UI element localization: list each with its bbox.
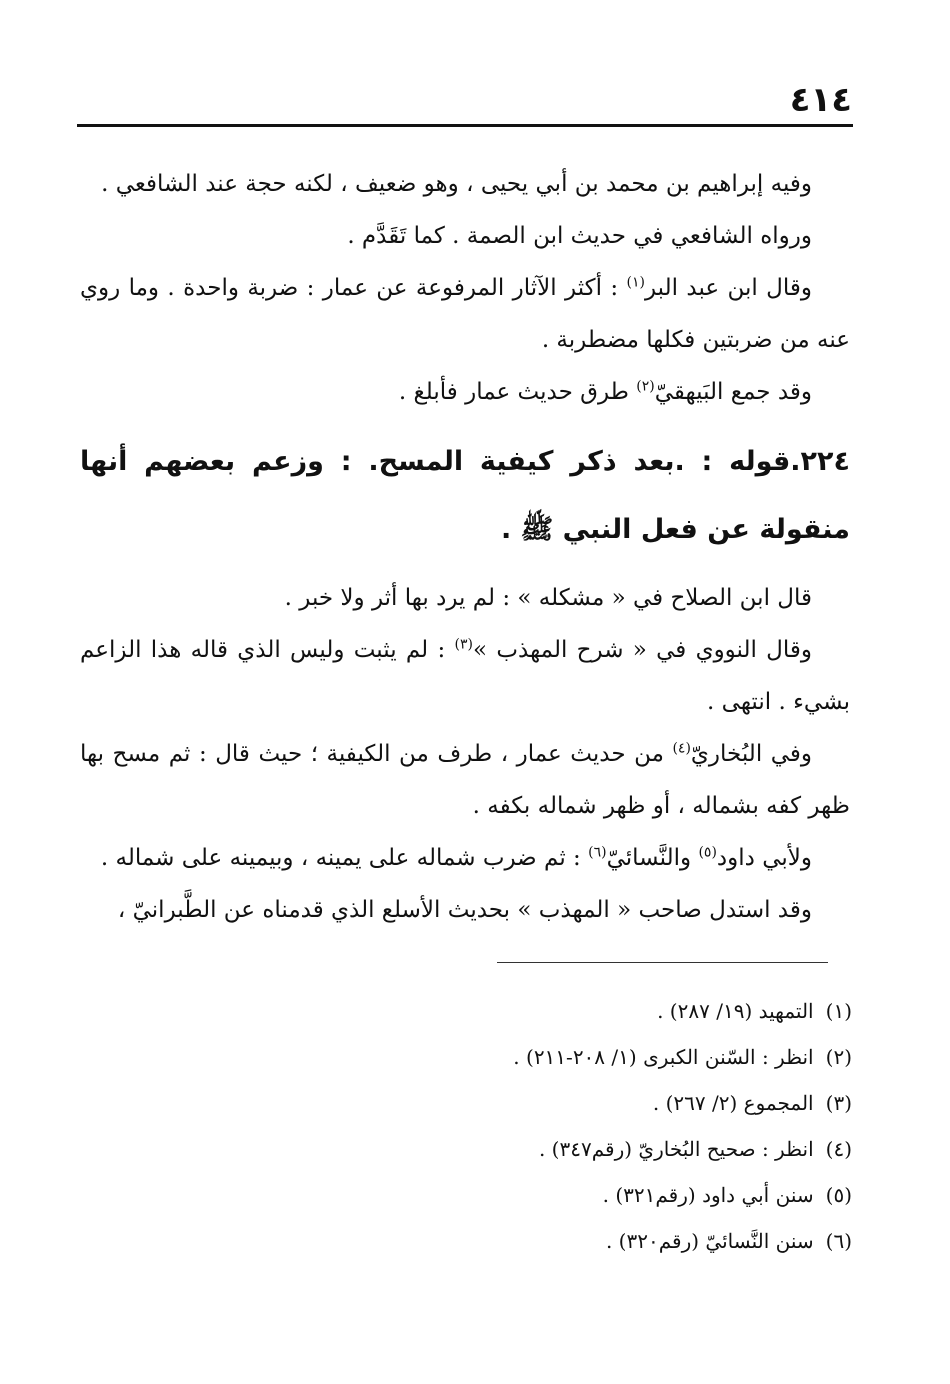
footnote-number: (٣)	[825, 1091, 852, 1115]
text: وقال ابن عبد البر	[644, 275, 812, 301]
footnote-text: انظر : صحيح البُخاريّ (رقم٣٤٧) .	[538, 1137, 814, 1161]
text: ورواه الشافعي في حديث ابن الصمة . كما تَقَدَّم .	[347, 223, 812, 249]
footnote	[300, 988, 852, 1034]
footnote-number: (٤)	[825, 1137, 852, 1161]
text: وقد استدل صاحب « المهذب » بحديث الأسلع الذي قدمناه عن الطَّبرانيّ ،	[117, 897, 812, 923]
main-text	[80, 158, 850, 936]
text: وقد جمع البَيهقيّ	[654, 379, 812, 405]
paragraph	[80, 832, 850, 884]
section-heading: ٢٢٤.قوله : .بعد ذكر كيفية المسح. : وزعم بعضهم أنها منقولة عن فعل النبي ﷺ .	[80, 446, 850, 545]
paragraph	[80, 884, 850, 936]
footnote	[300, 1218, 852, 1264]
footnote	[300, 1126, 852, 1172]
footnote-text: انظر : السّنن الكبرى (١/ ٢٠٨-٢١١) .	[513, 1045, 814, 1069]
footnote	[300, 1034, 852, 1080]
footnote-number: (٢)	[825, 1045, 852, 1069]
paragraph	[80, 158, 850, 210]
text: : أكثر الآثار المرفوعة عن عمار : ضربة واحدة . وما روي عنه من ضربتين فكلها مضطربة .	[80, 275, 850, 353]
footnote	[300, 1172, 852, 1218]
text: من حديث عمار ، طرف من الكيفية ؛ حيث قال : ثم مسح بها ظهر كفه بشماله ، أو ظهر شماله بكفه .	[80, 741, 850, 819]
footnote-text: المجموع (٢/ ٢٦٧) .	[652, 1091, 814, 1115]
footnote	[300, 1080, 852, 1126]
footnote-number: (٦)	[825, 1229, 852, 1253]
paragraph	[80, 624, 850, 728]
footnote-ref: (٥)	[698, 844, 717, 861]
footnote-ref: (٦)	[588, 844, 607, 861]
footnotes	[300, 988, 852, 1264]
text: وفيه إبراهيم بن محمد بن أبي يحيى ، وهو ضعيف ، لكنه حجة عند الشافعي .	[101, 171, 812, 197]
page-number: ٤١٤	[789, 80, 852, 120]
header-rule	[77, 124, 853, 127]
footnote-ref: (١)	[626, 274, 645, 291]
text: والنَّسائيّ	[606, 845, 699, 871]
paragraph	[80, 366, 850, 418]
text: وفي البُخاريّ	[690, 741, 812, 767]
footnote-ref: (٢)	[636, 378, 655, 395]
footnote-separator	[497, 962, 828, 963]
paragraph	[80, 728, 850, 832]
footnote-number: (١)	[825, 999, 852, 1023]
paragraph	[80, 262, 850, 366]
footnote-ref: (٣)	[454, 636, 473, 653]
footnote-text: سنن النَّسائيّ (رقم٣٢٠) .	[605, 1229, 814, 1253]
footnote-text: سنن أبي داود (رقم٣٢١) .	[602, 1183, 814, 1207]
paragraph	[80, 572, 850, 624]
text: طرق حديث عمار فأبلغ .	[398, 379, 637, 405]
footnote-ref: (٤)	[672, 740, 691, 757]
footnote-number: (٥)	[825, 1183, 852, 1207]
text: : لم يثبت وليس الذي قاله هذا الزاعم بشيء . انتهى .	[80, 637, 850, 715]
text: ولأبي داود	[716, 845, 812, 871]
text: وقال النووي في « شرح المهذب »	[473, 637, 813, 663]
paragraph	[80, 210, 850, 262]
text: : ثم ضرب شماله على يمينه ، وبيمينه على شماله .	[100, 845, 589, 871]
text: قال ابن الصلاح في « مشكله » : لم يرد بها أثر ولا خبر .	[284, 585, 812, 611]
footnote-text: التمهيد (١٩/ ٢٨٧) .	[657, 999, 814, 1023]
